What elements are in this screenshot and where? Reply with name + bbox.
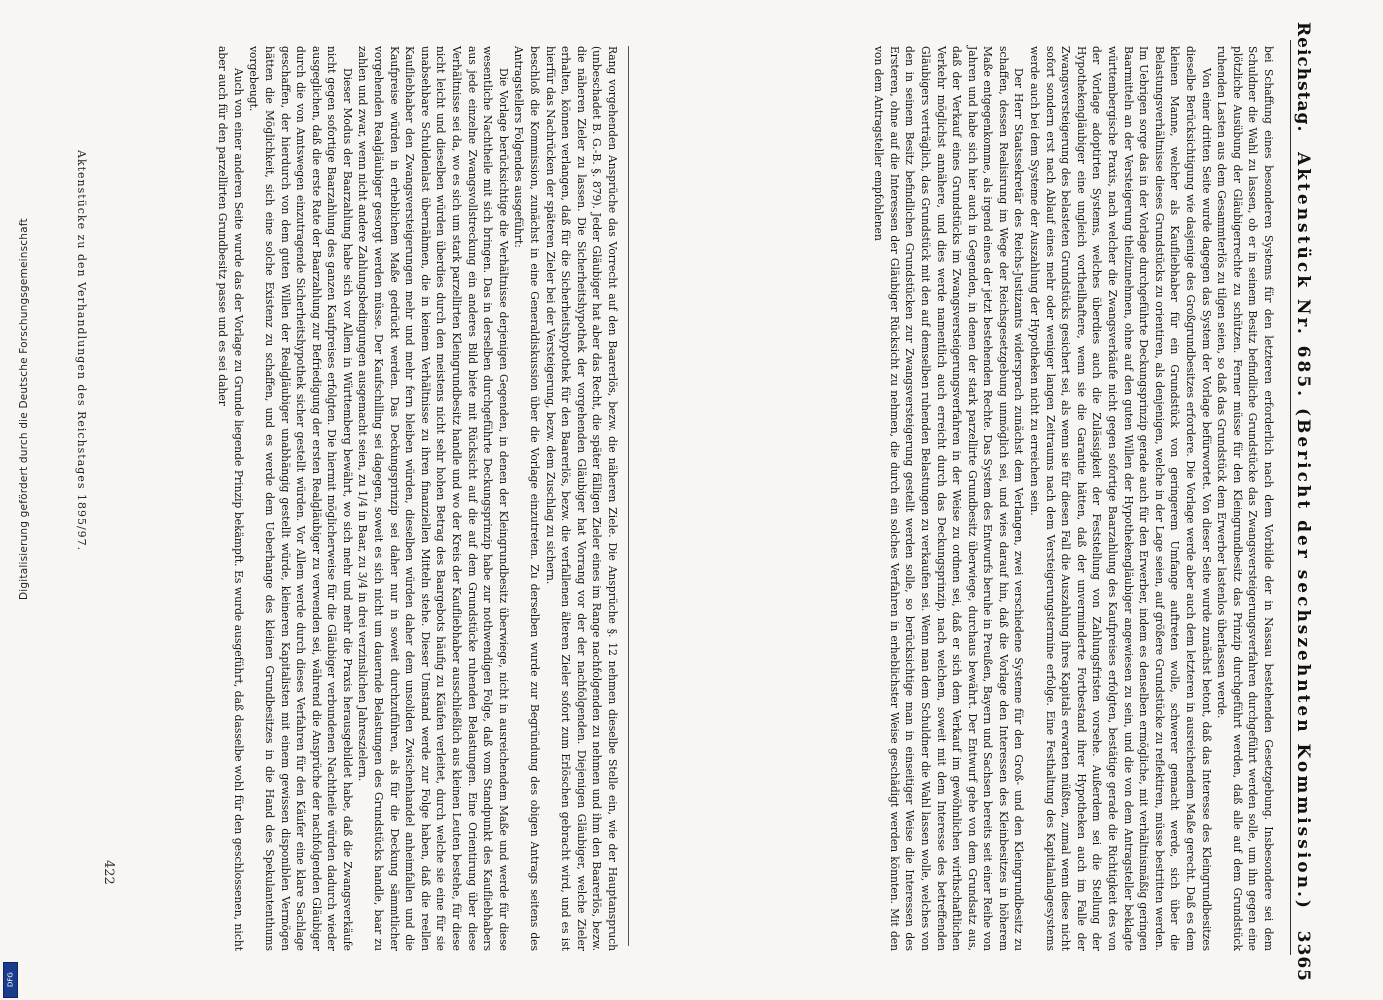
text-column-left [215,46,620,951]
header-page-number: 3365 [1293,930,1313,982]
text-column-right [871,46,1276,951]
header-title: Aktenstück Nr. 685. (Bericht der sechszehnten Kommission.) [1293,152,1313,911]
paragraph: Dieser Modus der Baarzahlung habe sich vor Allem in Württemberg bewährt, wo sich mehr und mehr die Praxis herausgebildet habe, daß die Zwangsverkäufe nicht gegen sofortige Baarzahlung des ganzen Kaufpreises erfolgten. Die hiermit möglicherweise für die Gläubiger verbundenen Nachtheile würden dadurch wieder ausgeglichen, daß die erste Rate der Baarzahlung zur Befriedigung der ersten Realgläubiger zu verwenden sei, während die Ansprüche der nachfolgenden Gläubiger durch die von Amtswegen einzutragende Sicherheitshypothek sicher gestellt würden. Vor Allem werde durch dieses Verfahren für den Käufer eine klare Sachlage geschaffen, der hierdurch von dem guten Willen der Realgläubiger unabhängig gestellt würde, kleineren Kapitalisten mit einem gewissen disponiblen Vermögen hätten die Möglichkeit, sich eine solche Existenz zu schaffen, und es werde dem Ueberhange des kleinen Grundbesitzes in die Hand des Spekulantenthums vorgebeugt. [247,46,354,951]
header-rule [1290,40,1291,955]
dfg-logo: DFG [3,962,18,998]
header-left: Reichstag. [1293,22,1313,133]
page-number: 422 [101,860,116,885]
paragraph: Rang vorgehenden Ansprüche das Vorrecht auf den Baarerlös, bezw. die näheren Ziele. Die Ansprüche §. 12 nehmen dieselbe Stelle ein, wie der Hauptanspruch (unbeschadet B. G.-B. §. 879). Jeder Gläubiger hat aber das Recht, die später fälligen Zieler eines im Range nachfolgenden zu nehmen und ihm den Baarerlös, bezw. die näheren Zieler zu lassen. Die Sicherheitshypothek der vorgehenden Gläubiger hat Vorrang vor der der nachfolgenden. Diejenigen Gläubiger, welche Zieler erhalten, können verlangen, daß für die Sicherheitshypothek für den Baarerlös, bezw. die verfallenen älteren Zieler sofort zum Erlöschen gebracht wird, und es ist hierfür das Nachrücken der späteren Zieler bei der Versteigerung, bezw. dem Zuschlag zu sichern. [543,46,619,951]
paragraph: Der Herr Staatssekretär des Reichs-Justizamts widersprach zunächst dem Verlangen, zwei verschiedene Systeme für den Groß- und den Kleingrundbesitz zu schaffen, dessen Realisirung im Wege der Reichsgesetzgebung unmöglich sei, und wies darauf hin, daß die Vorlage den Interessen des Kleinbesitzes in höherem Maße entgegenkomme, als irgend eines der jetzt bestehenden Rechte. Das System des Entwurfs beruhe in Preußen, Bayern und Sachsen bereits seit einer Reihe von Jahren und habe sich hier auch in Gegenden, in denen der stark parzellirte Grundbesitz überwiege, durchaus bewährt. Der Entwurf gehe von dem Grundsatz aus, daß der Verkauf eines Grundstücks im Zwangsversteigerungsverfahren in der Weise zu ordnen sei, daß er sich dem Verkauf im gewöhnlichen wirthschaftlichen Verkehr möglichst annähere, und dies werde namentlich auch erreicht durch das Deckungsprinzip, nach welchem, soweit mit dem Interesse des betreffenden Gläubigers verträglich, das Grundstück mit den auf demselben ruhenden Belastungen zu verkaufen sei. Wenn man dem Schuldner die Wahl lassen wolle, welches von den in seinem Besitz befindlichen Grundstücken zur Zwangsversteigerung gestellt werden solle, so berücksichtige man in einseitiger Weise die Interessen des Ersteren, ohne auf die Interessen der Gläubiger Rücksicht zu nehmen, die durch ein solches Verfahren in erheblichster Weise geschädigt werden könnten. Mit den von dem Antragsteller empfohlenen [872,46,1026,951]
column-divider [628,46,629,946]
paragraph: bei Schaffung eines besonderen Systems für den letzteren erforderlich nach dem Vorbilde der in Nassau bestehenden Gesetzgebung. Insbesondere sei dem Schuldner die Wahl zu lassen, ob er in seinem Besitz befindliche Grundstücke das Zwangsversteigerungsverfahren durchgeführt werden solle, um ihn gegen eine plötzliche Ausübung der Gläubigerrechte zu schützen. Ferner müsse für den Kleingrundbesitz das Prinzip durchgeführt werden, daß alle auf dem Grundstück ruhenden Lasten aus dem Gesammterlös zu tilgen seien, so daß das Grundstück dem Erwerber lastenlos überlassen werde. [1215,46,1275,951]
paragraph: Von einer dritten Seite wurde dagegen das System der Vorlage befürwortet. Von dieser Seite wurde zunächst betont, daß das Interesse des Kleingrundbesitzes dieselbe Berücksichtigung wie dasjenige des Großgrundbesitzes erfordere. Die Vorlage werde aber auch dem letzteren in ausreichendem Maße gerecht. Daß es dem kleinen Manne, welcher als Kaufliebhaber für ein Grundstück von geringerem Umfange auftreten wolle, schwerer gemacht werde, sich über die Belastungsverhältnisse dieses Grundstücks zu orientiren, als denjenigen, welche in der Lage seien, auf größere Grundstücke zu reflektiren, müsse bestritten werden. Im Uebrigen sorge das in der Vorlage durchgeführte Deckungsprinzip gerade auch für den Erwerber, indem es denselben ermögliche, mit verhältnismäßig geringen Baarmitteln an der Versteigerung theilzunehmen, ohne auf den guten Willen der Hypothekengläubiger angewiesen zu sein, und die von dem Antragsteller beklagte württembergische Praxis, nach welcher die Zwangsverkäufe nicht gegen sofortige Baarzahlung des Kaufpreises erfolgten, bestätige gerade die Richtigkeit des von der Vorlage adoptirten Systems, welches überdies auch die Zulässigkeit der Feststellung von Zahlungsfristen vorsehe. Außerdem sei die Stellung der Hypothekengläubiger eine ungleich vortheilhaftere, wenn sie die Garantie hätten, daß der unverminderte Fortbestand ihrer Hypotheken auch im Falle der Zwangsversteigerung des belasteten Grundstücks gesichert sei, als wenn sie für diesen Fall die Auszahlung ihres Kapitals erwarten müßten, zumal wenn diese nicht sofort sondern erst nach Ablauf eines mehr oder weniger langen Zeitraums nach dem Versteigerungstermine erfolge. Eine Festhaltung des Kapitalanlagesystems werde auch bei dem Systeme der Auszahlung der Hypotheken nicht zu erreichen sein. [1028,46,1213,951]
paragraph: Die Vorlage berücksichtige die Verhältnisse derjenigen Gegenden, in denen der Kleingrundbesitz überwiege, nicht in ausreichendem Maße und werde für diese wesentliche Nachtheile mit sich bringen. Das in derselben durchgeführte Deckungsprinzip habe zur nothwendigen Folge, daß vom Standpunkt des Kaufliebhabers aus jede einzelne Zwangsvollstreckung ein anderes Bild biete mit Rücksicht auf die auf dem Grundstücke ruhenden Belastungen. Eine Orientirung über diese Verhältnisse sei da, wo es sich um stark parzellirten Kleingrundbesitz handle und wo der Kreis der Kaufliebhaber ausschließlich aus kleinen Leuten bestehe, für diese nicht leicht und dieselben würden überdies durch den meistens nicht sehr hohen Betrag des Baargebots häufig zu Käufen verleitet, durch welche sie eine für sie unabsehbare Schuldenlast übernähmen, die in keinem Verhältnisse zu ihren finanziellen Mitteln stehe. Dieser Umstand werde zur Folge haben, daß die reellen Kaufliebhaber den Zwangsversteigerungen mehr und mehr fern bleiben würden, dieselben würden daher dem unsoliden Zwischenhandel anheimfallen und die Kaufpreise würden in erheblichem Maße gedrückt werden. Das Deckungsprinzip sei daher nur in soweit durchzuführen, als für die Deckung sämmtlicher vorgehenden Realgläubiger gesorgt werden müsse. Der Kaufschilling sei dagegen, soweit es sich nicht um dauernde Belastungen des Grundstücks handle, baar zu zahlen und zwar, wenn nicht andere Zahlungsbedingungen ausgemacht seien, zu 1/4 in Baar, zu 3/4 in drei verzinslichen Jahreszielern. [356,46,510,951]
paragraph: beschloß die Kommission, zunächst in eine Generaldiskussion über die Vorlage einzutreten. Zu derselben wurde zur Begründung des obigen Antrags seitens des Antragstellers Folgendes ausgeführt: [512,46,542,951]
paragraph: Auch von einer anderen Seite wurde das der Vorlage zu Grunde liegende Prinzip bekämpft. Es wurde ausgeführt, daß dasselbe wohl für den geschlossenen, nicht aber auch für den parzellirten Grundbesitz passe und es sei daher [216,46,245,951]
footer-line: Aktenstücke zu den Verhandlungen des Reichstages 1895/97. [75,150,88,552]
digitization-note: Digitalisierung gefördert durch die Deutsche Forschungsgemeinschaft [18,218,30,600]
running-head [1293,22,1313,982]
